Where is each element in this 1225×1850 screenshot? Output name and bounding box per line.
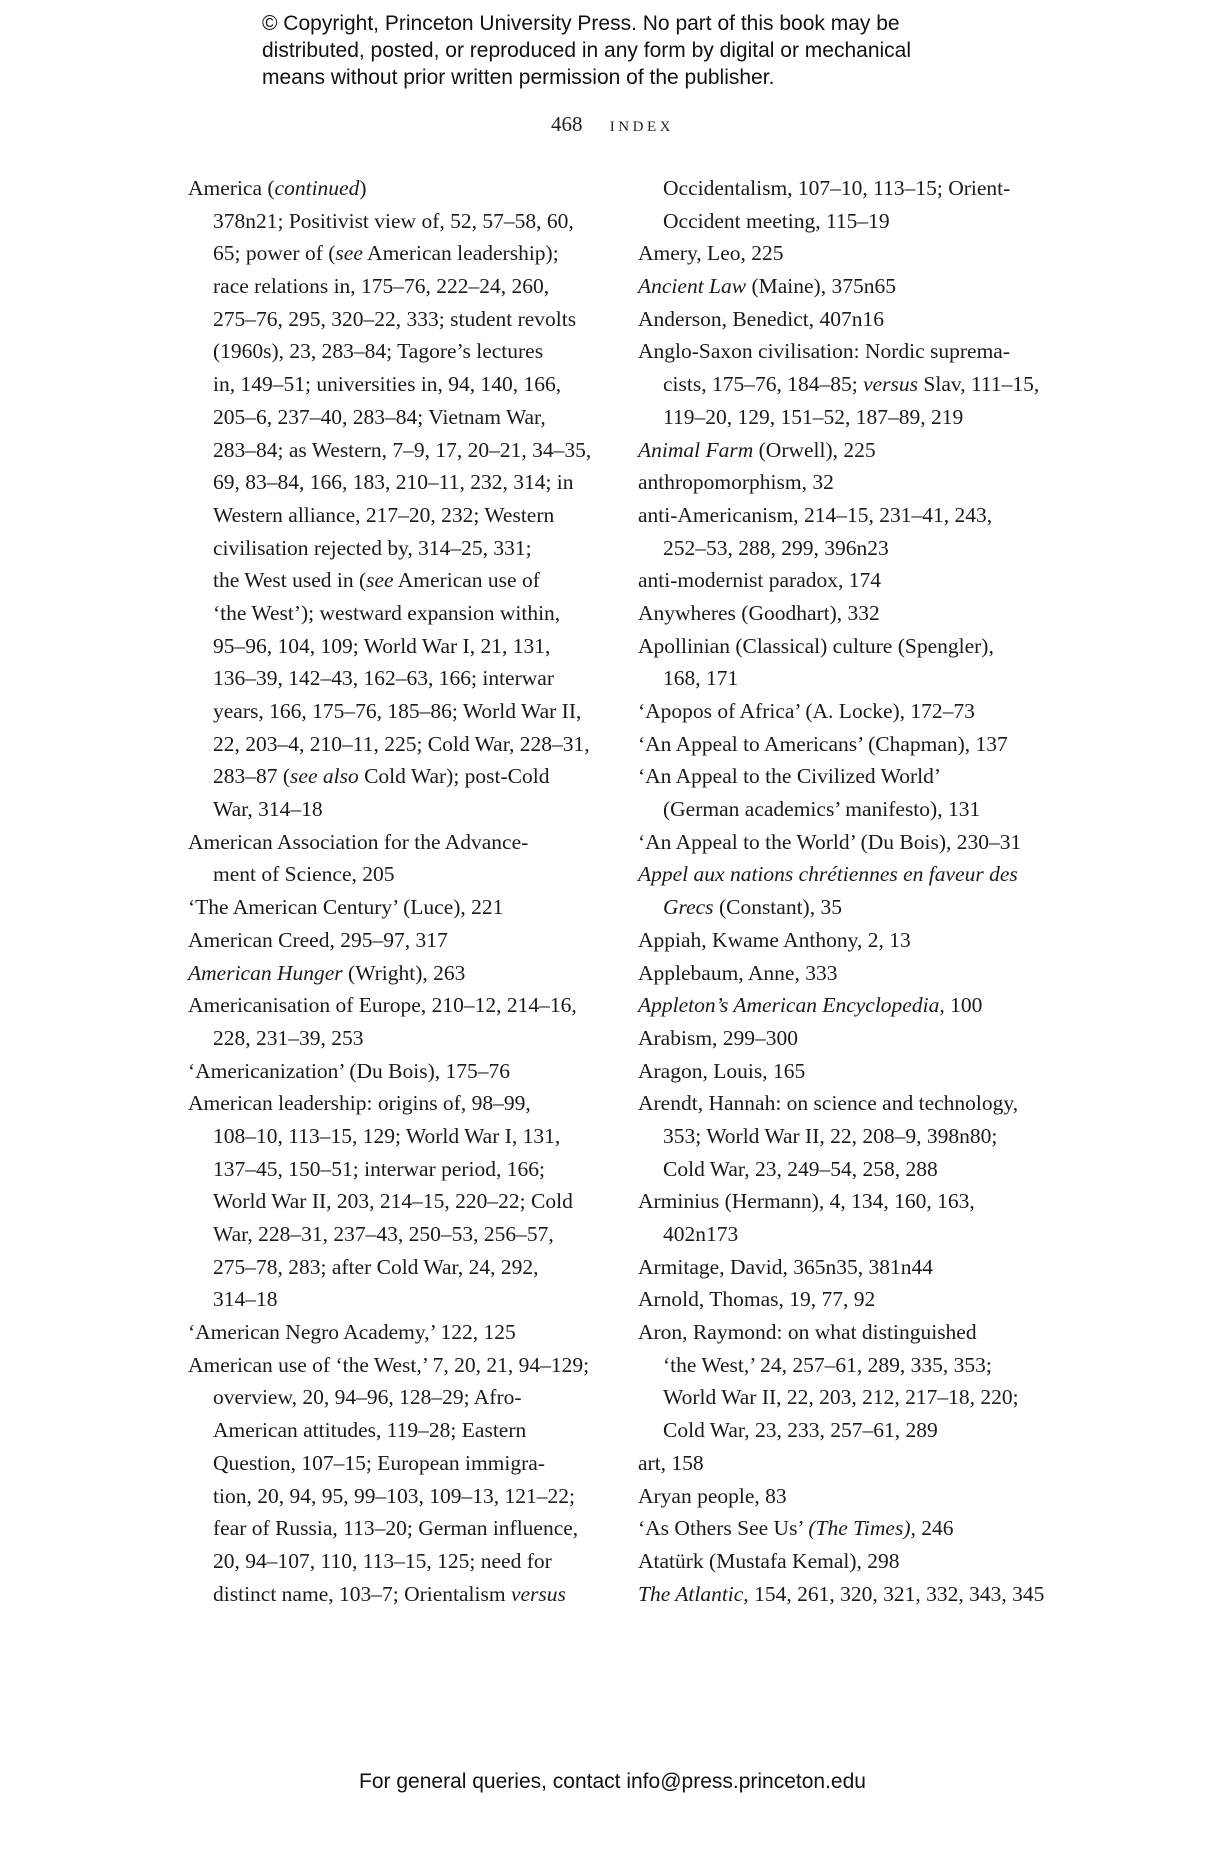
copyright-line: © Copyright, Princeton University Press. No part of this book may be <box>262 12 900 35</box>
index-entry-continuation: 402n173 <box>663 1222 739 1246</box>
index-entry-continuation: ment of Science, 205 <box>213 862 395 887</box>
index-entry: Americanisation of Europe, 210–12, 214–16, <box>188 993 577 1018</box>
index-entry: American Creed, 295–97, 317 <box>188 927 448 952</box>
index-entry-continuation: distinct name, 103–7; Orientalism versus <box>213 1581 566 1606</box>
index-entry: anthropomorphism, 32 <box>638 470 834 495</box>
index-entry-continuation: 65; power of (see American leadership); <box>213 241 559 266</box>
index-entry: Anglo-Saxon civilisation: Nordic suprema- <box>638 339 1010 364</box>
index-entry: anti-modernist paradox, 174 <box>638 568 882 593</box>
index-entry-continuation: 275–78, 283; after Cold War, 24, 292, <box>213 1254 539 1279</box>
index-entry-continuation: Cold War, 23, 233, 257–61, 289 <box>663 1418 938 1443</box>
index-entry: American use of ‘the West,’ 7, 20, 21, 94–129; <box>188 1352 590 1377</box>
index-entry-continuation: Grecs (Constant), 35 <box>663 895 842 920</box>
index-entry: ‘American Negro Academy,’ 122, 125 <box>188 1320 516 1345</box>
index-entry-continuation: 20, 94–107, 110, 113–15, 125; need for <box>213 1548 552 1573</box>
copyright-line: distributed, posted, or reproduced in any form by digital or mechanical <box>262 39 912 62</box>
index-entry-continuation: 283–87 (see also Cold War); post-Cold <box>213 764 550 789</box>
index-entry-continuation: 205–6, 237–40, 283–84; Vietnam War, <box>213 404 546 429</box>
index-entry-continuation: World War II, 22, 203, 212, 217–18, 220; <box>663 1385 1019 1410</box>
index-entry-continuation: civilisation rejected by, 314–25, 331; <box>213 535 532 560</box>
index-column-left <box>188 172 608 1610</box>
index-entry-continuation: 69, 83–84, 166, 183, 210–11, 232, 314; in <box>213 470 574 495</box>
index-entry-continuation: years, 166, 175–76, 185–86; World War II, <box>213 699 582 723</box>
index-entry: American leadership: origins of, 98–99, <box>188 1091 531 1116</box>
index-entry-continuation: (1960s), 23, 283–84; Tagore’s lectures <box>213 339 544 364</box>
footer-contact: For general queries, contact info@press.princeton.edu <box>359 1770 866 1793</box>
index-entry: Arnold, Thomas, 19, 77, 92 <box>638 1287 876 1312</box>
index-entry-continuation: overview, 20, 94–96, 128–29; Afro- <box>213 1385 522 1410</box>
running-head <box>0 112 1225 137</box>
page-number: 468 <box>551 112 583 136</box>
index-entry: The Atlantic, 154, 261, 320, 321, 332, 343, 345 <box>638 1581 1045 1606</box>
index-entry-continuation: 137–45, 150–51; interwar period, 166; <box>213 1156 546 1181</box>
index-entry: Arendt, Hannah: on science and technology, <box>638 1091 1019 1116</box>
index-entry: ‘Apopos of Africa’ (A. Locke), 172–73 <box>638 699 975 723</box>
index-entry-continuation: the West used in (see American use of <box>213 568 540 593</box>
index-entry-continuation: 378n21; Positivist view of, 52, 57–58, 60, <box>213 208 574 233</box>
index-entry: ‘An Appeal to Americans’ (Chapman), 137 <box>638 731 1008 756</box>
index-entry: Anywheres (Goodhart), 332 <box>638 600 880 625</box>
index-entry: ‘An Appeal to the Civilized World’ <box>638 764 941 789</box>
index-entry-continuation: ‘the West,’ 24, 257–61, 289, 335, 353; <box>663 1352 992 1377</box>
index-entry: Ancient Law (Maine), 375n65 <box>638 274 896 299</box>
index-entry-continuation: tion, 20, 94, 95, 99–103, 109–13, 121–22; <box>213 1483 575 1508</box>
index-entry-continuation: World War II, 203, 214–15, 220–22; Cold <box>213 1189 573 1214</box>
index-entry-continuation: in, 149–51; universities in, 94, 140, 166, <box>213 372 562 397</box>
index-entry: Armitage, David, 365n35, 381n44 <box>638 1254 933 1279</box>
section-title: index <box>609 112 674 136</box>
index-entry-continuation: 252–53, 288, 299, 396n23 <box>663 535 889 560</box>
index-entry: ‘The American Century’ (Luce), 221 <box>188 895 504 920</box>
index-entry: Animal Farm (Orwell), 225 <box>638 437 876 462</box>
index-entry: Arabism, 299–300 <box>638 1025 799 1050</box>
index-entry-continuation: Western alliance, 217–20, 232; Western <box>213 502 555 527</box>
index-entry: Aron, Raymond: on what distinguished <box>638 1320 977 1345</box>
index-entry-continuation: American attitudes, 119–28; Eastern <box>213 1418 527 1443</box>
index-entry: Amery, Leo, 225 <box>638 241 784 266</box>
index-entry-continuation: (German academics’ manifesto), 131 <box>663 797 981 822</box>
index-entry: American Hunger (Wright), 263 <box>188 960 466 985</box>
index-entry-continuation: ‘the West’); westward expansion within, <box>213 600 561 625</box>
index-entry: ‘Americanization’ (Du Bois), 175–76 <box>188 1058 511 1083</box>
index-entry: Appel aux nations chrétiennes en faveur des <box>638 862 1018 887</box>
index-entry-continuation: 108–10, 113–15, 129; World War I, 131, <box>213 1123 561 1148</box>
index-entry: art, 158 <box>638 1450 704 1475</box>
index-entry-continuation: 314–18 <box>213 1287 278 1312</box>
index-entry-continuation: War, 228–31, 237–43, 250–53, 256–57, <box>213 1222 554 1246</box>
index-entry-continuation: 95–96, 104, 109; World War I, 21, 131, <box>213 633 551 658</box>
index-entry: anti-Americanism, 214–15, 231–41, 243, <box>638 502 993 527</box>
index-entry-continuation: 283–84; as Western, 7–9, 17, 20–21, 34–35, <box>213 437 592 462</box>
index-entry: Appleton’s American Encyclopedia, 100 <box>638 993 983 1018</box>
index-entry-continuation: race relations in, 175–76, 222–24, 260, <box>213 274 550 299</box>
index-entry-continuation: 168, 171 <box>663 666 739 691</box>
index-entry: Aragon, Louis, 165 <box>638 1058 806 1083</box>
index-entry: Apollinian (Classical) culture (Spengler), <box>638 633 994 658</box>
index-entry-continuation: Question, 107–15; European immigra- <box>213 1450 545 1475</box>
index-entry: American Association for the Advance- <box>188 829 529 854</box>
index-column-right <box>638 172 1058 1610</box>
index-entry-continuation: Cold War, 23, 249–54, 258, 288 <box>663 1156 938 1181</box>
copyright-notice <box>262 10 1042 91</box>
index-entry: Applebaum, Anne, 333 <box>638 960 838 985</box>
index-entry-continuation: War, 314–18 <box>213 797 323 822</box>
index-entry-continuation: Occident meeting, 115–19 <box>663 208 890 233</box>
index-entry-continuation: 22, 203–4, 210–11, 225; Cold War, 228–31, <box>213 731 590 756</box>
index-entry: ‘As Others See Us’ (The Times), 246 <box>638 1516 954 1541</box>
index-entry: ‘An Appeal to the World’ (Du Bois), 230–31 <box>638 829 1022 854</box>
index-entry: Anderson, Benedict, 407n16 <box>638 306 885 331</box>
index-entry-continuation: cists, 175–76, 184–85; versus Slav, 111–15, <box>663 372 1040 397</box>
index-entry-continuation: 228, 231–39, 253 <box>213 1025 364 1050</box>
index-entry: America (continued) <box>188 176 367 200</box>
index-entry-continuation: Occidentalism, 107–10, 113–15; Orient- <box>663 176 1011 200</box>
index-entry: Appiah, Kwame Anthony, 2, 13 <box>638 927 911 952</box>
index-entry-continuation: 275–76, 295, 320–22, 333; student revolts <box>213 306 577 331</box>
index-entry-continuation: fear of Russia, 113–20; German influence, <box>213 1516 579 1541</box>
index-entry: Arminius (Hermann), 4, 134, 160, 163, <box>638 1189 975 1214</box>
copyright-line: means without prior written permission of the publisher. <box>262 66 775 89</box>
index-entry-continuation: 353; World War II, 22, 208–9, 398n80; <box>663 1123 998 1148</box>
index-entry: Atatürk (Mustafa Kemal), 298 <box>638 1548 900 1573</box>
index-entry: Aryan people, 83 <box>638 1483 787 1508</box>
index-entry-continuation: 136–39, 142–43, 162–63, 166; interwar <box>213 666 554 691</box>
index-entry-continuation: 119–20, 129, 151–52, 187–89, 219 <box>663 404 964 429</box>
